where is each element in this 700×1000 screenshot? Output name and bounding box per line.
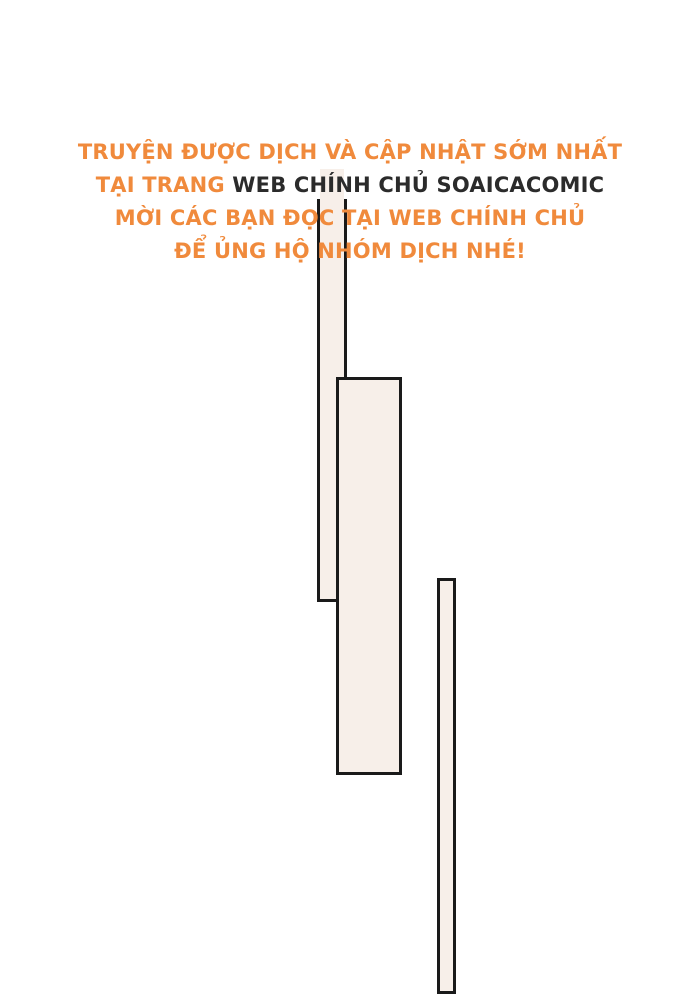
credit-line-2 bbox=[0, 169, 700, 202]
credit-line-1: TRUYỆN ĐƯỢC DỊCH VÀ CẬP NHẬT SỚM NHẤT bbox=[77, 140, 623, 164]
artwork-bar-right bbox=[437, 578, 456, 994]
credit-line-4: ĐỂ ỦNG HỘ NHÓM DỊCH NHÉ! bbox=[174, 239, 526, 263]
credit-line-2-prefix: TẠI TRANG bbox=[95, 173, 233, 197]
credit-line-2-site: WEB CHÍNH CHỦ SOAICACOMIC bbox=[232, 173, 605, 197]
artwork-bar-center bbox=[336, 377, 402, 775]
translation-credit-overlay bbox=[0, 136, 700, 268]
credit-line-3: MỜI CÁC BẠN ĐỌC TẠI WEB CHÍNH CHỦ bbox=[114, 206, 586, 230]
